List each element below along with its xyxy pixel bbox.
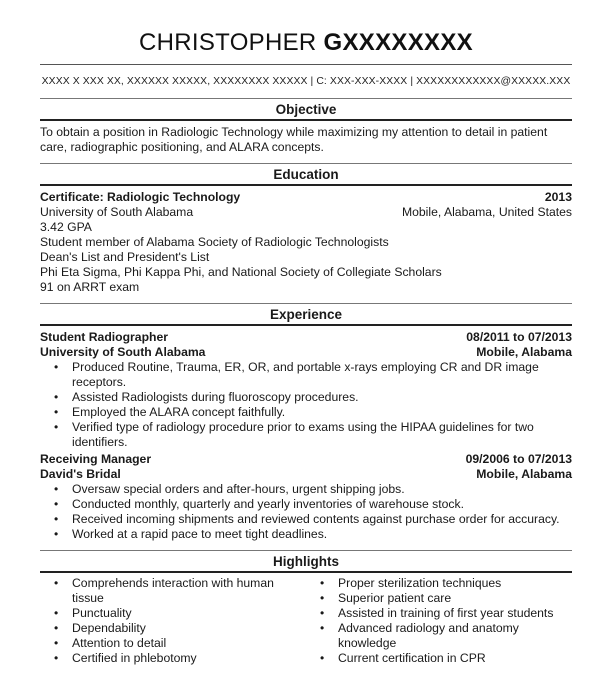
education-heading: Education: [40, 163, 572, 186]
job-duty: • Conducted monthly, quarterly and yearly inventories of warehouse stock.: [72, 497, 572, 512]
job-duty: • Assisted Radiologists during fluoroscopy procedures.: [72, 390, 572, 405]
job-duty: • Verified type of radiology procedure prior to exams using the HIPAA guidelines for two identifiers.: [72, 420, 572, 450]
job-duties: [40, 360, 572, 450]
education-detail: Dean's List and President's List: [40, 250, 210, 264]
job-dates: 09/2006 to 07/2013: [465, 452, 572, 466]
highlight-item: • Certified in phlebotomy: [72, 651, 290, 666]
highlight-item: • Punctuality: [72, 606, 290, 621]
contact-line: XXXX X XXX XX, XXXXXX XXXXX, XXXXXXXX XXXXX | C: XXX-XXX-XXXX | XXXXXXXXXXXX@XXXXX.XXX: [41, 76, 571, 87]
highlights-right-column: [306, 576, 572, 666]
job-duty: • Worked at a rapid pace to meet tight deadlines.: [72, 527, 572, 542]
education-detail: 3.42 GPA: [40, 220, 92, 234]
job-entry: [40, 452, 572, 542]
highlight-item: • Comprehends interaction with human tissue: [72, 576, 290, 606]
job-entry: [40, 330, 572, 450]
education-detail: 91 on ARRT exam: [40, 280, 140, 294]
school-name: University of South Alabama: [40, 205, 194, 219]
experience-list: [40, 330, 572, 542]
highlight-item: • Superior patient care: [338, 591, 572, 606]
job-duty: • Oversaw special orders and after-hours, urgent shipping jobs.: [72, 482, 572, 497]
job-duty: • Employed the ALARA concept faithfully.: [72, 405, 572, 420]
highlight-item: • Assisted in training of first year students: [338, 606, 572, 621]
degree: Certificate: Radiologic Technology: [40, 190, 241, 204]
last-name: GXXXXXXXX: [323, 29, 473, 56]
job-company: David's Bridal: [40, 467, 121, 481]
candidate-name: [40, 0, 572, 57]
header-divider: [40, 64, 572, 65]
job-location: Mobile, Alabama: [476, 467, 572, 481]
graduation-year: 2013: [544, 190, 572, 204]
highlight-item: • Dependability: [72, 621, 290, 636]
job-company: University of South Alabama: [40, 345, 206, 359]
highlight-item: • Attention to detail: [72, 636, 290, 651]
school-location: Mobile, Alabama, United States: [401, 205, 572, 219]
education-entry: [40, 190, 572, 295]
job-title: Receiving Manager: [40, 452, 152, 466]
job-duty: • Produced Routine, Trauma, ER, OR, and portable x-rays employing CR and DR image receptors.: [72, 360, 572, 390]
highlight-item: • Current certification in CPR: [338, 651, 572, 666]
education-detail: Student member of Alabama Society of Radiologic Technologists: [40, 235, 389, 249]
highlights-left-column: [40, 576, 306, 666]
first-name: CHRISTOPHER: [139, 29, 317, 56]
job-dates: 08/2011 to 07/2013: [466, 330, 572, 344]
job-duty: • Received incoming shipments and reviewed contents against purchase order for accuracy.: [72, 512, 572, 527]
highlights-heading: Highlights: [40, 550, 572, 573]
highlight-item: • Proper sterilization techniques: [338, 576, 572, 591]
job-title: Student Radiographer: [40, 330, 168, 344]
education-detail: Phi Eta Sigma, Phi Kappa Phi, and National Society of Collegiate Scholars: [40, 265, 442, 279]
experience-heading: Experience: [40, 303, 572, 326]
highlights-columns: [40, 576, 572, 666]
job-location: Mobile, Alabama: [476, 345, 572, 359]
job-duties: [40, 482, 572, 542]
objective-heading: Objective: [40, 98, 572, 121]
objective-text: To obtain a position in Radiologic Technology while maximizing my attention to detail in patient care, radiographic positioning, and ALARA concepts.: [40, 125, 548, 154]
highlight-item: • Advanced radiology and anatomy knowledge: [338, 621, 572, 651]
